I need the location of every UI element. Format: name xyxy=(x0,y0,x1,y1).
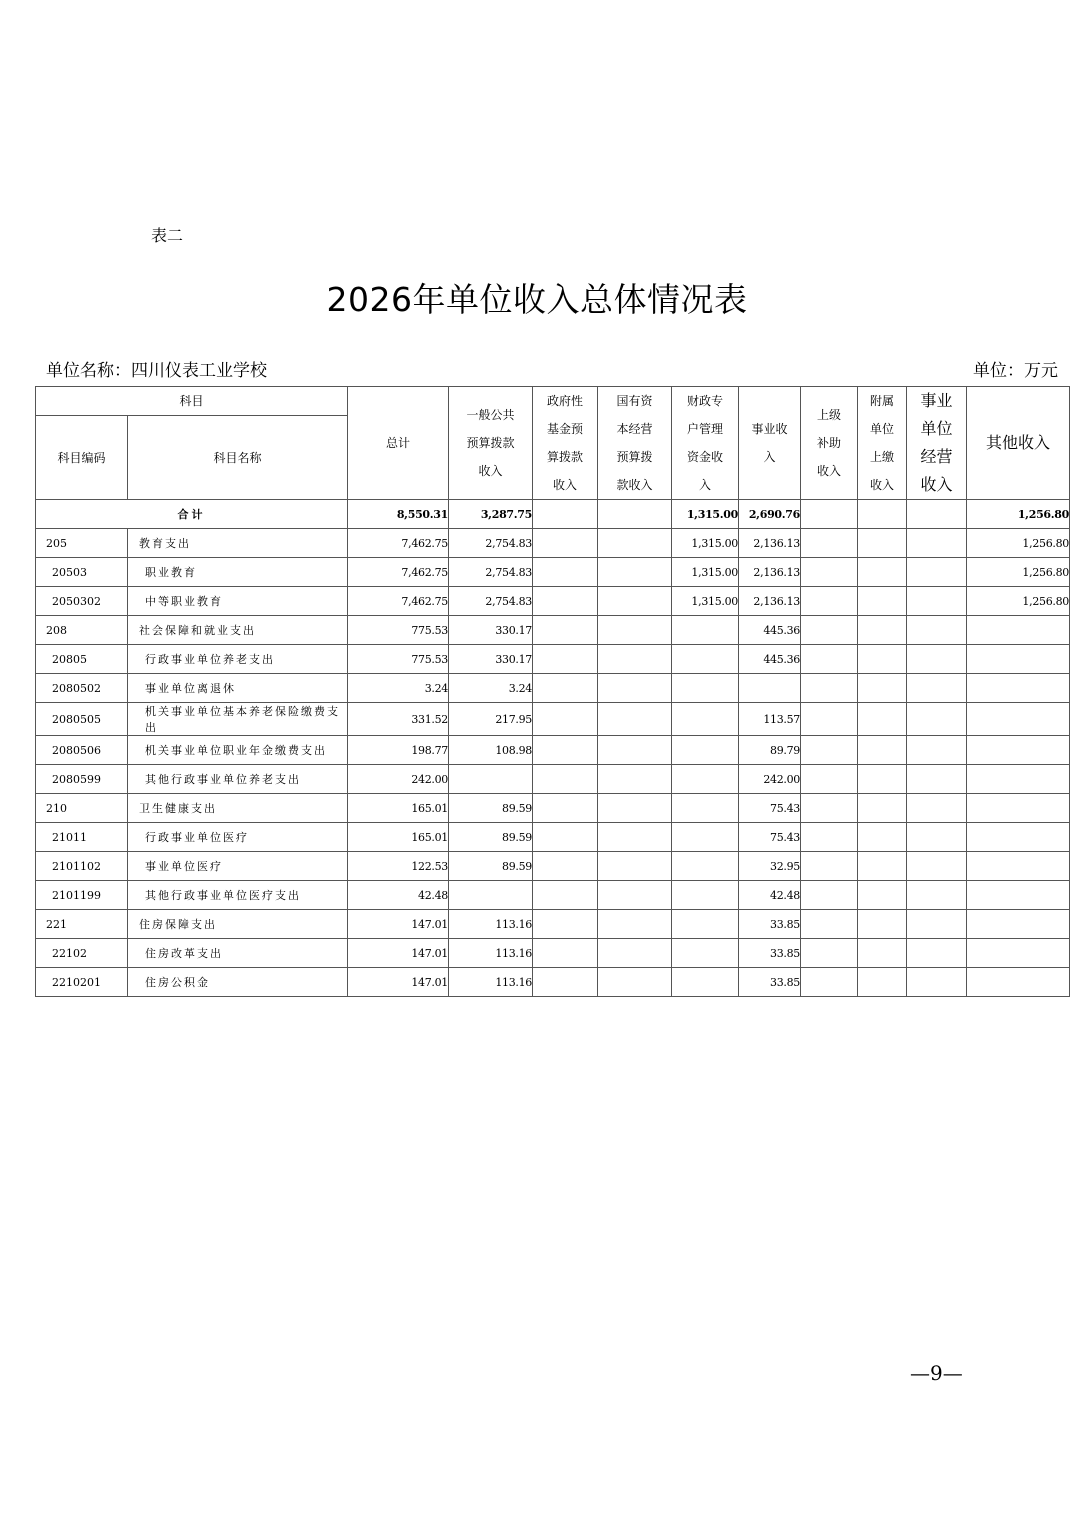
amount-cell xyxy=(672,823,739,852)
amount-cell xyxy=(598,939,672,968)
amount-cell: 113.16 xyxy=(449,939,533,968)
amount-cell xyxy=(533,529,598,558)
amount-cell: 1,315.00 xyxy=(672,529,739,558)
amount-cell xyxy=(533,645,598,674)
amount-cell xyxy=(801,645,858,674)
amount-cell xyxy=(907,910,967,939)
amount-cell xyxy=(858,852,907,881)
amount-cell xyxy=(801,587,858,616)
amount-cell xyxy=(967,881,1070,910)
amount-cell: 7,462.75 xyxy=(348,529,449,558)
amount-cell: 2,136.13 xyxy=(739,529,801,558)
amount-cell xyxy=(801,823,858,852)
amount-cell xyxy=(858,823,907,852)
amount-cell xyxy=(907,616,967,645)
total-cell xyxy=(533,500,598,529)
header-line: 户管理 xyxy=(687,422,724,436)
amount-cell: 217.95 xyxy=(449,703,533,736)
table-row xyxy=(36,852,1070,881)
amount-cell: 3.24 xyxy=(449,674,533,703)
amount-cell xyxy=(907,587,967,616)
table-row xyxy=(36,823,1070,852)
subject-name: 社会保障和就业支出 xyxy=(128,616,348,645)
amount-cell xyxy=(907,529,967,558)
header-line: 预算拨 xyxy=(616,450,653,464)
amount-cell: 7,462.75 xyxy=(348,558,449,587)
header-affiliated-unit xyxy=(858,387,907,500)
subject-code: 210 xyxy=(36,794,128,823)
header-line: 上缴 xyxy=(870,450,895,464)
amount-cell xyxy=(801,674,858,703)
amount-cell xyxy=(967,968,1070,997)
amount-cell xyxy=(858,881,907,910)
header-line: 入 xyxy=(699,478,712,492)
amount-cell xyxy=(598,968,672,997)
header-business-income xyxy=(739,387,801,500)
amount-cell: 330.17 xyxy=(449,645,533,674)
income-table xyxy=(35,386,1070,997)
table-label: 表二 xyxy=(151,226,184,245)
amount-cell xyxy=(801,939,858,968)
amount-cell xyxy=(598,558,672,587)
table-row xyxy=(36,765,1070,794)
amount-cell xyxy=(672,674,739,703)
amount-cell xyxy=(967,703,1070,736)
header-line: 事业 xyxy=(920,391,953,410)
total-cell xyxy=(858,500,907,529)
amount-cell xyxy=(907,881,967,910)
amount-cell xyxy=(672,852,739,881)
table-row xyxy=(36,645,1070,674)
subject-name: 卫生健康支出 xyxy=(128,794,348,823)
amount-cell xyxy=(907,794,967,823)
amount-cell xyxy=(598,765,672,794)
header-line: 政府性 xyxy=(547,394,584,408)
amount-cell xyxy=(801,794,858,823)
amount-cell: 445.36 xyxy=(739,645,801,674)
amount-cell xyxy=(672,765,739,794)
amount-cell: 32.95 xyxy=(739,852,801,881)
header-line: 单位 xyxy=(920,419,953,438)
amount-cell: 775.53 xyxy=(348,616,449,645)
amount-cell: 113.16 xyxy=(449,910,533,939)
header-operating-income xyxy=(907,387,967,500)
subject-name: 事业单位医疗 xyxy=(128,852,348,881)
total-label: 合计 xyxy=(36,500,348,529)
amount-cell xyxy=(533,616,598,645)
amount-cell: 1,256.80 xyxy=(967,587,1070,616)
amount-cell xyxy=(907,823,967,852)
subject-code: 2210201 xyxy=(36,968,128,997)
header-total: 总计 xyxy=(348,387,449,500)
amount-cell xyxy=(533,736,598,765)
amount-cell xyxy=(967,674,1070,703)
amount-cell xyxy=(907,765,967,794)
subject-code: 2080505 xyxy=(36,703,128,736)
amount-cell xyxy=(598,529,672,558)
amount-cell xyxy=(672,794,739,823)
header-line: 补助 xyxy=(817,436,842,450)
table-row xyxy=(36,939,1070,968)
header-line: 收入 xyxy=(920,475,953,494)
amount-cell xyxy=(907,968,967,997)
amount-cell xyxy=(967,852,1070,881)
amount-cell xyxy=(801,558,858,587)
amount-cell: 89.79 xyxy=(739,736,801,765)
amount-cell xyxy=(967,736,1070,765)
amount-cell xyxy=(967,645,1070,674)
amount-cell xyxy=(967,794,1070,823)
amount-cell xyxy=(801,968,858,997)
amount-cell: 1,315.00 xyxy=(672,587,739,616)
header-special-account xyxy=(672,387,739,500)
amount-cell xyxy=(907,852,967,881)
amount-cell xyxy=(533,558,598,587)
subject-code: 2080599 xyxy=(36,765,128,794)
header-line: 经营 xyxy=(920,447,953,466)
amount-cell xyxy=(672,881,739,910)
amount-cell xyxy=(533,587,598,616)
amount-cell xyxy=(858,616,907,645)
amount-cell xyxy=(533,939,598,968)
amount-cell: 2,136.13 xyxy=(739,558,801,587)
amount-cell: 33.85 xyxy=(739,939,801,968)
amount-cell xyxy=(858,968,907,997)
amount-cell xyxy=(967,939,1070,968)
header-line: 收入 xyxy=(553,478,578,492)
amount-cell: 89.59 xyxy=(449,852,533,881)
amount-cell xyxy=(672,645,739,674)
header-line: 入 xyxy=(763,450,776,464)
table-row xyxy=(36,968,1070,997)
table-row xyxy=(36,558,1070,587)
amount-cell xyxy=(967,765,1070,794)
subject-code: 2050302 xyxy=(36,587,128,616)
amount-cell xyxy=(598,645,672,674)
amount-cell xyxy=(801,910,858,939)
total-cell xyxy=(801,500,858,529)
table-row xyxy=(36,794,1070,823)
amount-cell xyxy=(672,703,739,736)
amount-cell: 2,754.83 xyxy=(449,587,533,616)
header-line: 单位 xyxy=(870,422,895,436)
amount-cell xyxy=(533,765,598,794)
amount-cell xyxy=(533,674,598,703)
amount-cell: 165.01 xyxy=(348,823,449,852)
amount-cell xyxy=(598,703,672,736)
header-gov-fund xyxy=(533,387,598,500)
amount-cell xyxy=(449,765,533,794)
subject-name: 住房公积金 xyxy=(128,968,348,997)
amount-cell xyxy=(672,736,739,765)
amount-cell xyxy=(858,558,907,587)
header-state-capital xyxy=(598,387,672,500)
subject-code: 2080502 xyxy=(36,674,128,703)
amount-cell xyxy=(533,852,598,881)
amount-cell: 2,754.83 xyxy=(449,558,533,587)
amount-cell: 89.59 xyxy=(449,823,533,852)
currency-unit: 单位：万元 xyxy=(973,361,1058,381)
subject-name: 机关事业单位基本养老保险缴费支出 xyxy=(128,703,348,736)
total-cell xyxy=(907,500,967,529)
amount-cell xyxy=(907,645,967,674)
amount-cell xyxy=(858,939,907,968)
header-other-income: 其他收入 xyxy=(967,387,1070,500)
amount-cell xyxy=(449,881,533,910)
amount-cell: 331.52 xyxy=(348,703,449,736)
amount-cell xyxy=(801,703,858,736)
table-row xyxy=(36,529,1070,558)
amount-cell xyxy=(801,529,858,558)
amount-cell xyxy=(801,765,858,794)
amount-cell xyxy=(801,852,858,881)
header-line: 财政专 xyxy=(687,394,724,408)
header-line: 附属 xyxy=(870,394,895,408)
subject-name: 住房保障支出 xyxy=(128,910,348,939)
table-row xyxy=(36,703,1070,736)
amount-cell xyxy=(598,736,672,765)
amount-cell: 113.16 xyxy=(449,968,533,997)
table-row xyxy=(36,616,1070,645)
header-code: 科目编码 xyxy=(36,416,128,500)
amount-cell: 2,136.13 xyxy=(739,587,801,616)
header-line: 资金收 xyxy=(687,450,724,464)
header-line: 上级 xyxy=(817,408,842,422)
subject-code: 22102 xyxy=(36,939,128,968)
subject-name: 事业单位离退休 xyxy=(128,674,348,703)
amount-cell: 242.00 xyxy=(348,765,449,794)
subject-name: 行政事业单位医疗 xyxy=(128,823,348,852)
amount-cell xyxy=(801,736,858,765)
amount-cell xyxy=(533,881,598,910)
amount-cell: 147.01 xyxy=(348,968,449,997)
page-title: 2026年单位收入总体情况表 xyxy=(326,280,748,319)
amount-cell: 2,754.83 xyxy=(449,529,533,558)
amount-cell: 33.85 xyxy=(739,910,801,939)
amount-cell: 330.17 xyxy=(449,616,533,645)
amount-cell: 147.01 xyxy=(348,939,449,968)
amount-cell xyxy=(858,910,907,939)
amount-cell xyxy=(967,823,1070,852)
table-row xyxy=(36,881,1070,910)
amount-cell xyxy=(967,910,1070,939)
header-line: 基金预 xyxy=(547,422,584,436)
amount-cell: 242.00 xyxy=(739,765,801,794)
total-cell xyxy=(598,500,672,529)
amount-cell xyxy=(672,968,739,997)
header-line: 收入 xyxy=(817,464,842,478)
amount-cell xyxy=(598,587,672,616)
subject-code: 205 xyxy=(36,529,128,558)
amount-cell xyxy=(672,910,739,939)
total-cell: 3,287.75 xyxy=(449,500,533,529)
header-line: 事业收 xyxy=(751,422,788,436)
amount-cell: 108.98 xyxy=(449,736,533,765)
unit-name: 单位名称：四川仪表工业学校 xyxy=(46,361,267,381)
amount-cell xyxy=(801,616,858,645)
amount-cell: 33.85 xyxy=(739,968,801,997)
subject-name: 教育支出 xyxy=(128,529,348,558)
amount-cell xyxy=(533,823,598,852)
amount-cell: 75.43 xyxy=(739,823,801,852)
subject-name: 住房改革支出 xyxy=(128,939,348,968)
amount-cell xyxy=(598,616,672,645)
amount-cell xyxy=(672,616,739,645)
header-line: 款收入 xyxy=(616,478,653,492)
amount-cell: 42.48 xyxy=(739,881,801,910)
subject-code: 2080506 xyxy=(36,736,128,765)
subject-code: 208 xyxy=(36,616,128,645)
amount-cell: 42.48 xyxy=(348,881,449,910)
amount-cell xyxy=(907,674,967,703)
amount-cell xyxy=(967,616,1070,645)
amount-cell xyxy=(598,910,672,939)
amount-cell xyxy=(907,939,967,968)
header-line: 国有资 xyxy=(616,394,653,408)
header-line: 收入 xyxy=(870,478,895,492)
total-cell: 1,315.00 xyxy=(672,500,739,529)
amount-cell xyxy=(858,674,907,703)
header-line: 收入 xyxy=(478,464,503,478)
subject-code: 21011 xyxy=(36,823,128,852)
amount-cell xyxy=(533,968,598,997)
subject-code: 221 xyxy=(36,910,128,939)
amount-cell xyxy=(858,736,907,765)
amount-cell: 775.53 xyxy=(348,645,449,674)
amount-cell: 113.57 xyxy=(739,703,801,736)
total-row xyxy=(36,500,1070,529)
header-general-budget xyxy=(449,387,533,500)
total-cell: 2,690.76 xyxy=(739,500,801,529)
amount-cell xyxy=(598,823,672,852)
amount-cell: 165.01 xyxy=(348,794,449,823)
amount-cell: 445.36 xyxy=(739,616,801,645)
amount-cell: 1,315.00 xyxy=(672,558,739,587)
data-rows xyxy=(36,529,1070,997)
header-line: 算拨款 xyxy=(547,450,584,464)
total-cell: 1,256.80 xyxy=(967,500,1070,529)
subject-code: 2101199 xyxy=(36,881,128,910)
amount-cell xyxy=(858,645,907,674)
page-number: —9— xyxy=(910,1361,963,1385)
amount-cell xyxy=(739,674,801,703)
amount-cell xyxy=(858,529,907,558)
table-row xyxy=(36,674,1070,703)
amount-cell xyxy=(533,794,598,823)
header-line: 预算拨款 xyxy=(466,436,515,450)
header-line: 一般公共 xyxy=(466,408,515,422)
amount-cell xyxy=(672,939,739,968)
header-superior-subsidy xyxy=(801,387,858,500)
amount-cell xyxy=(858,765,907,794)
table-row xyxy=(36,736,1070,765)
amount-cell: 198.77 xyxy=(348,736,449,765)
subject-code: 20503 xyxy=(36,558,128,587)
amount-cell: 3.24 xyxy=(348,674,449,703)
amount-cell xyxy=(858,794,907,823)
header-subject-group: 科目 xyxy=(36,387,348,416)
header-name: 科目名称 xyxy=(128,416,348,500)
subject-name: 中等职业教育 xyxy=(128,587,348,616)
amount-cell xyxy=(533,703,598,736)
header-line: 本经营 xyxy=(616,422,653,436)
amount-cell xyxy=(598,794,672,823)
subject-name: 其他行政事业单位医疗支出 xyxy=(128,881,348,910)
amount-cell xyxy=(598,852,672,881)
subject-code: 20805 xyxy=(36,645,128,674)
amount-cell: 75.43 xyxy=(739,794,801,823)
subject-name: 职业教育 xyxy=(128,558,348,587)
amount-cell: 7,462.75 xyxy=(348,587,449,616)
table-row xyxy=(36,587,1070,616)
subject-code: 2101102 xyxy=(36,852,128,881)
amount-cell xyxy=(598,674,672,703)
amount-cell xyxy=(858,703,907,736)
amount-cell: 1,256.80 xyxy=(967,558,1070,587)
amount-cell xyxy=(907,703,967,736)
amount-cell xyxy=(858,587,907,616)
subject-name: 行政事业单位养老支出 xyxy=(128,645,348,674)
amount-cell xyxy=(598,881,672,910)
amount-cell xyxy=(907,736,967,765)
total-cell: 8,550.31 xyxy=(348,500,449,529)
table-row xyxy=(36,910,1070,939)
amount-cell: 122.53 xyxy=(348,852,449,881)
amount-cell xyxy=(533,910,598,939)
amount-cell xyxy=(907,558,967,587)
amount-cell: 147.01 xyxy=(348,910,449,939)
subject-name: 机关事业单位职业年金缴费支出 xyxy=(128,736,348,765)
amount-cell xyxy=(801,881,858,910)
subject-name: 其他行政事业单位养老支出 xyxy=(128,765,348,794)
amount-cell: 1,256.80 xyxy=(967,529,1070,558)
amount-cell: 89.59 xyxy=(449,794,533,823)
